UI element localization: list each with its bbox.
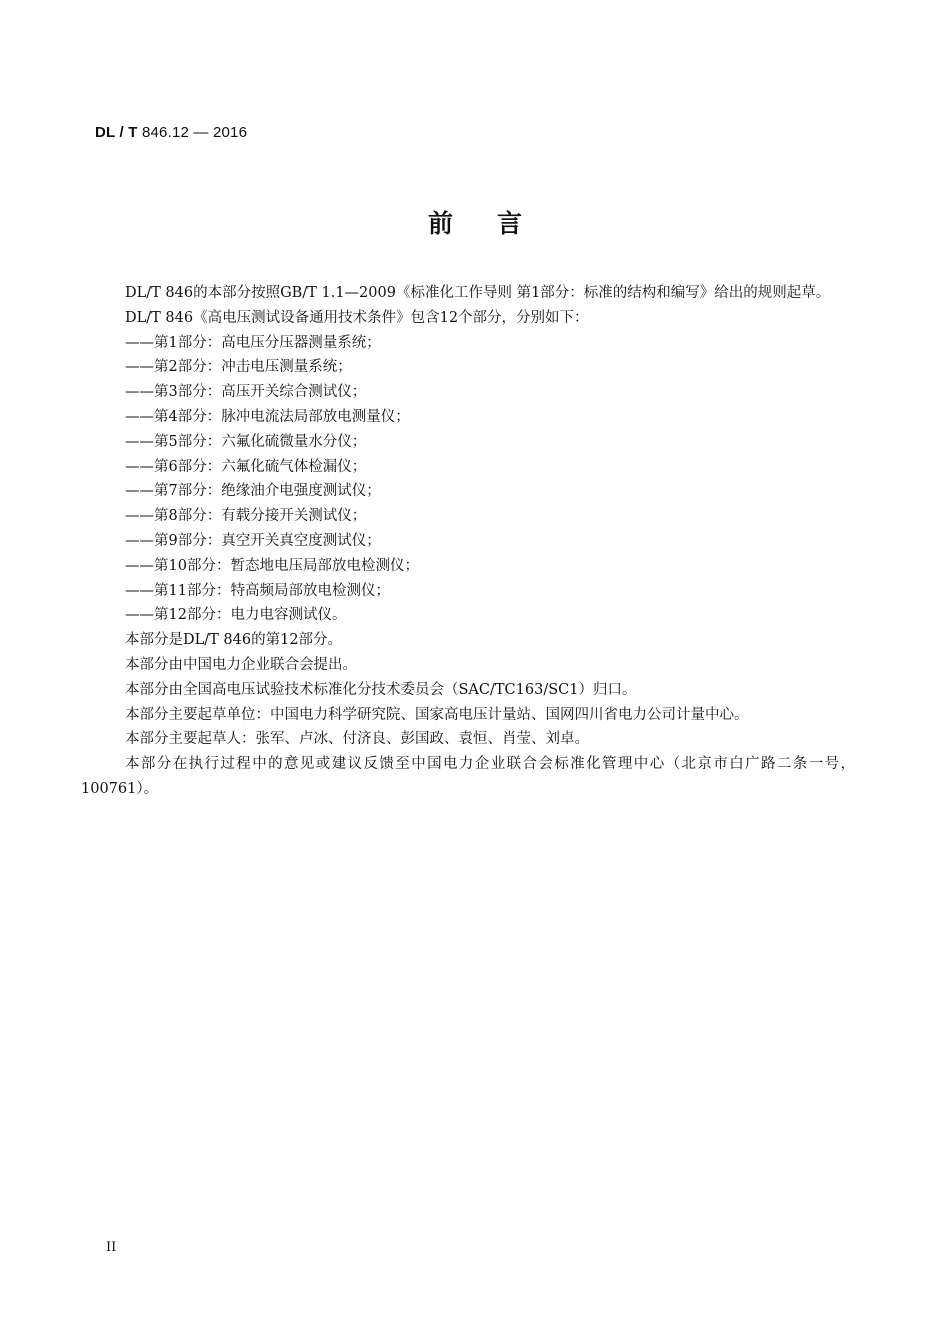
paragraph-centralized-by: 本部分由全国高电压试验技术标准化分技术委员会（SAC/TC163/SC1）归口。 — [125, 681, 637, 698]
list-item: ——第9部分：真空开关真空度测试仪； — [125, 532, 381, 549]
list-item: ——第11部分：特高频局部放电检测仪； — [125, 582, 390, 599]
paragraph-drafters: 本部分主要起草人：张军、卢冰、付济良、彭国政、袁恒、肖莹、刘卓。 — [125, 731, 589, 748]
list-item: ——第6部分：六氟化硫气体检漏仪； — [125, 458, 367, 475]
paragraph-feedback: 本部分在执行过程中的意见或建议反馈至中国电力企业联合会标准化管理中心（北京市白广路二条一号，100761）。 — [81, 756, 855, 797]
paragraph-drafting-rules: DL/T 846的本部分按照GB/T 1.1—2009《标准化工作导则 第1部分：标准的结构和编写》给出的规则起草。 — [125, 285, 831, 301]
paragraph-parts-intro: DL/T 846《高电压测试设备通用技术条件》包含12个部分，分别如下： — [125, 309, 589, 326]
document-code-prefix: DL / T — [95, 124, 138, 141]
list-item: ——第8部分：有载分接开关测试仪； — [125, 508, 367, 525]
list-item: ——第7部分：绝缘油介电强度测试仪； — [125, 483, 381, 500]
paragraph-proposed-by: 本部分由中国电力企业联合会提出。 — [125, 656, 357, 673]
list-item: ——第1部分：高电压分压器测量系统； — [125, 334, 381, 351]
page-number: II — [106, 1240, 117, 1255]
list-item: ——第2部分：冲击电压测量系统； — [125, 359, 352, 376]
paragraph-part-number: 本部分是DL/T 846的第12部分。 — [125, 632, 343, 649]
list-item: ——第12部分：电力电容测试仪。 — [125, 607, 347, 624]
list-item: ——第3部分：高压开关综合测试仪； — [125, 384, 367, 401]
foreword-body — [81, 281, 855, 802]
list-item: ——第4部分：脉冲电流法局部放电测量仪； — [125, 408, 410, 425]
list-item: ——第5部分：六氟化硫微量水分仪； — [125, 433, 367, 450]
paragraph-drafting-units: 本部分主要起草单位：中国电力科学研究院、国家高电压计量站、国网四川省电力公司计量中心。 — [125, 706, 749, 723]
list-item: ——第10部分：暂态地电压局部放电检测仪； — [125, 557, 419, 574]
page-title: 前言 — [427, 209, 566, 238]
parts-list — [95, 331, 855, 629]
document-code — [95, 124, 247, 141]
document-code-number: 846.12 — 2016 — [137, 124, 248, 141]
